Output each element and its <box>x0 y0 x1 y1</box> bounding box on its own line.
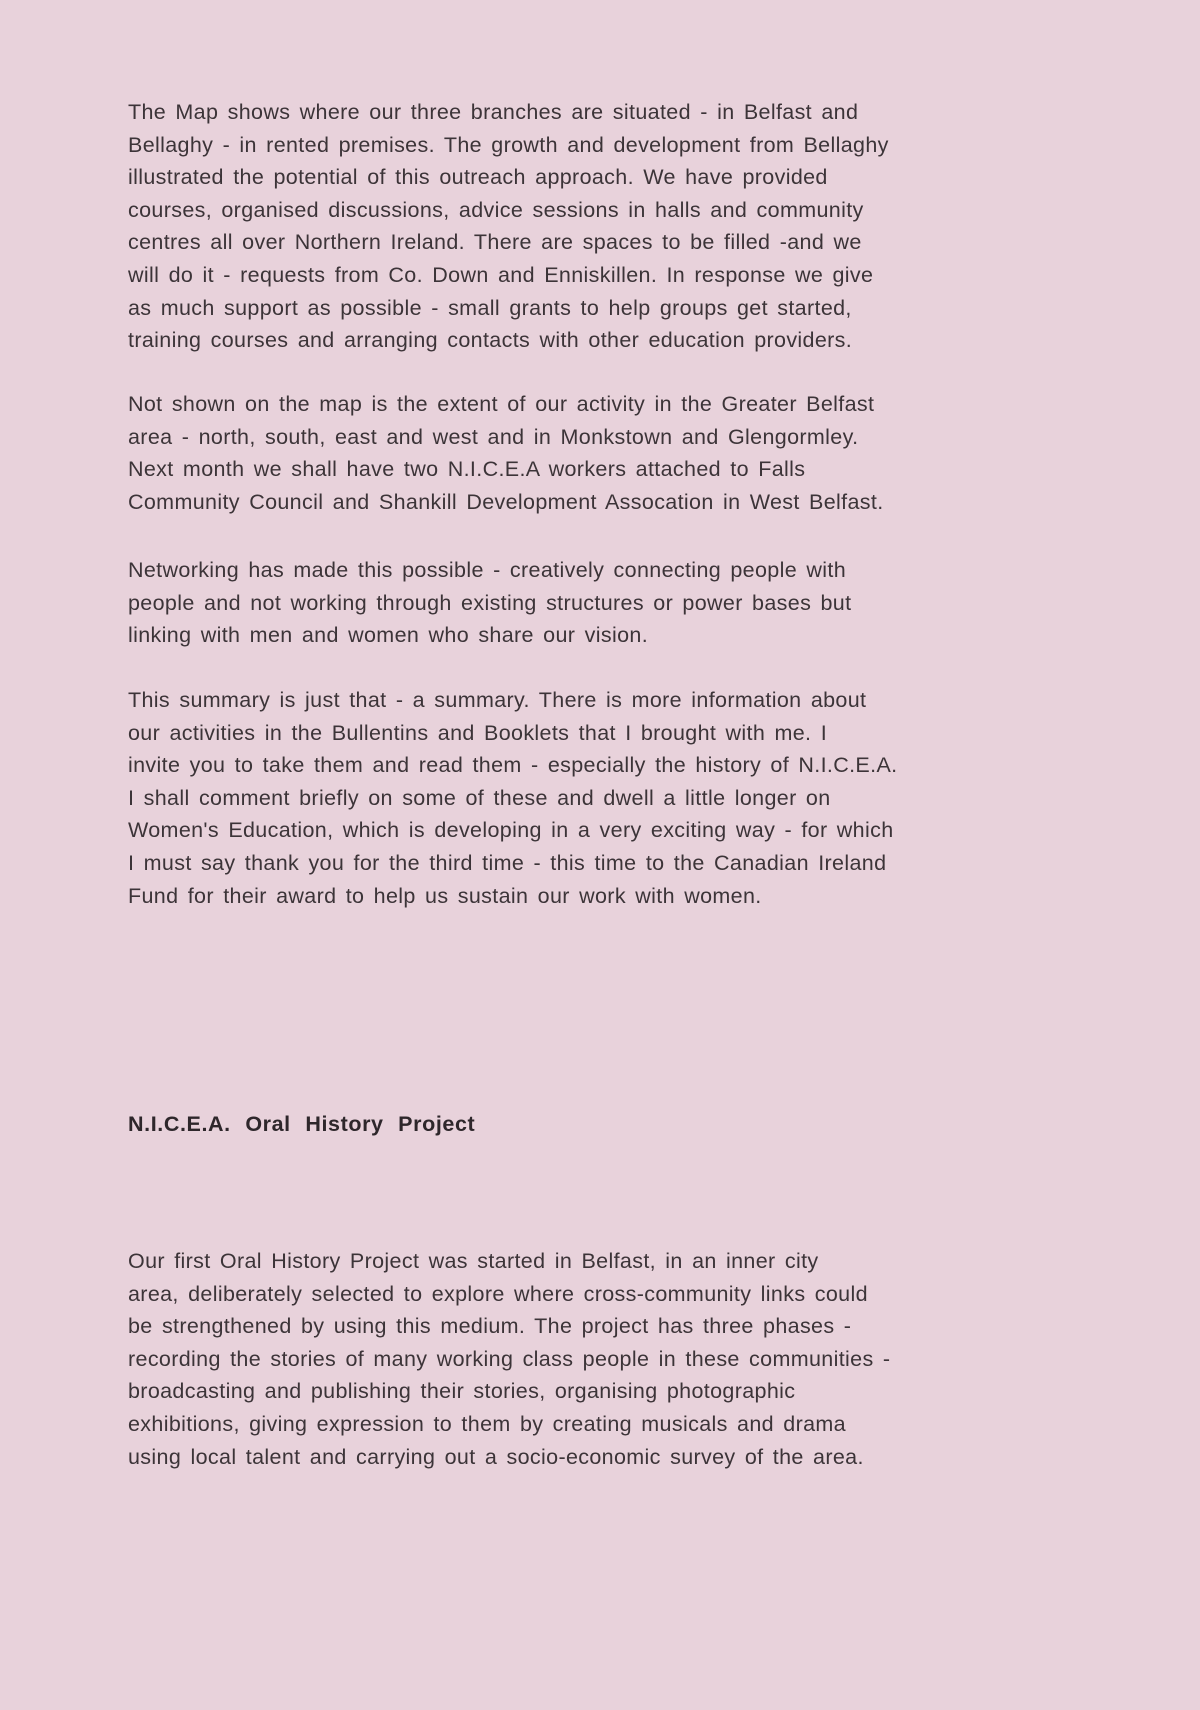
paragraph-summary <box>128 684 1108 912</box>
text-line: Next month we shall have two N.I.C.E.A workers attached to Falls <box>128 457 806 482</box>
text-line: broadcasting and publishing their stories, organising photographic <box>128 1379 796 1404</box>
text-line: Not shown on the map is the extent of our activity in the Greater Belfast <box>128 392 875 416</box>
text-line: area, deliberately selected to explore where cross-community links could <box>128 1281 868 1306</box>
text-line: area - north, south, east and west and in Monkstown and Glengormley. <box>128 424 859 449</box>
paragraph-greater-belfast <box>128 388 1108 518</box>
text-line: Bellaghy - in rented premises. The growth and development from Bellaghy <box>128 132 889 157</box>
text-line: training courses and arranging contacts with other education providers. <box>128 328 853 353</box>
text-line: using local talent and carrying out a socio-economic survey of the area. <box>128 1444 864 1469</box>
text-line: This summary is just that - a summary. There is more information about <box>128 688 867 712</box>
text-line: Fund for their award to help us sustain our work with women. <box>128 883 762 908</box>
text-line: The Map shows where our three branches are situated - in Belfast and <box>128 100 859 124</box>
paragraph-oral-history <box>128 1245 1108 1473</box>
text-line: centres all over Northern Ireland. There are spaces to be filled -and we <box>128 230 862 255</box>
text-line: Networking has made this possible - creatively connecting people with <box>128 558 846 582</box>
paragraph-networking <box>128 554 1108 652</box>
text-line: people and not working through existing structures or power bases but <box>128 590 852 615</box>
text-line: as much support as possible - small grants to help groups get started, <box>128 295 852 320</box>
text-line: illustrated the potential of this outreach approach. We have provided <box>128 165 828 190</box>
text-line: exhibitions, giving expression to them by creating musicals and drama <box>128 1411 846 1436</box>
text-line: invite you to take them and read them - especially the history of N.I.C.E.A. <box>128 753 898 778</box>
text-line: courses, organised discussions, advice sessions in halls and community <box>128 197 864 222</box>
text-line: recording the stories of many working class people in these communities - <box>128 1346 891 1371</box>
text-line: Women's Education, which is developing in a very exciting way - for which <box>128 818 894 843</box>
text-line: Our first Oral History Project was started in Belfast, in an inner city <box>128 1249 819 1273</box>
paragraph-branches-map <box>128 96 1108 357</box>
text-line: I shall comment briefly on some of these and dwell a little longer on <box>128 785 831 810</box>
text-line: our activities in the Bullentins and Booklets that I brought with me. I <box>128 720 828 745</box>
section-heading: N.I.C.E.A. Oral History Project <box>128 1112 476 1136</box>
text-line: Community Council and Shankill Development Assocation in West Belfast. <box>128 489 884 514</box>
text-line: I must say thank you for the third time - this time to the Canadian Ireland <box>128 850 887 875</box>
text-line: be strengthened by using this medium. The project has three phases - <box>128 1314 852 1339</box>
text-line: linking with men and women who share our vision. <box>128 623 649 648</box>
text-line: will do it - requests from Co. Down and Enniskillen. In response we give <box>128 262 874 287</box>
